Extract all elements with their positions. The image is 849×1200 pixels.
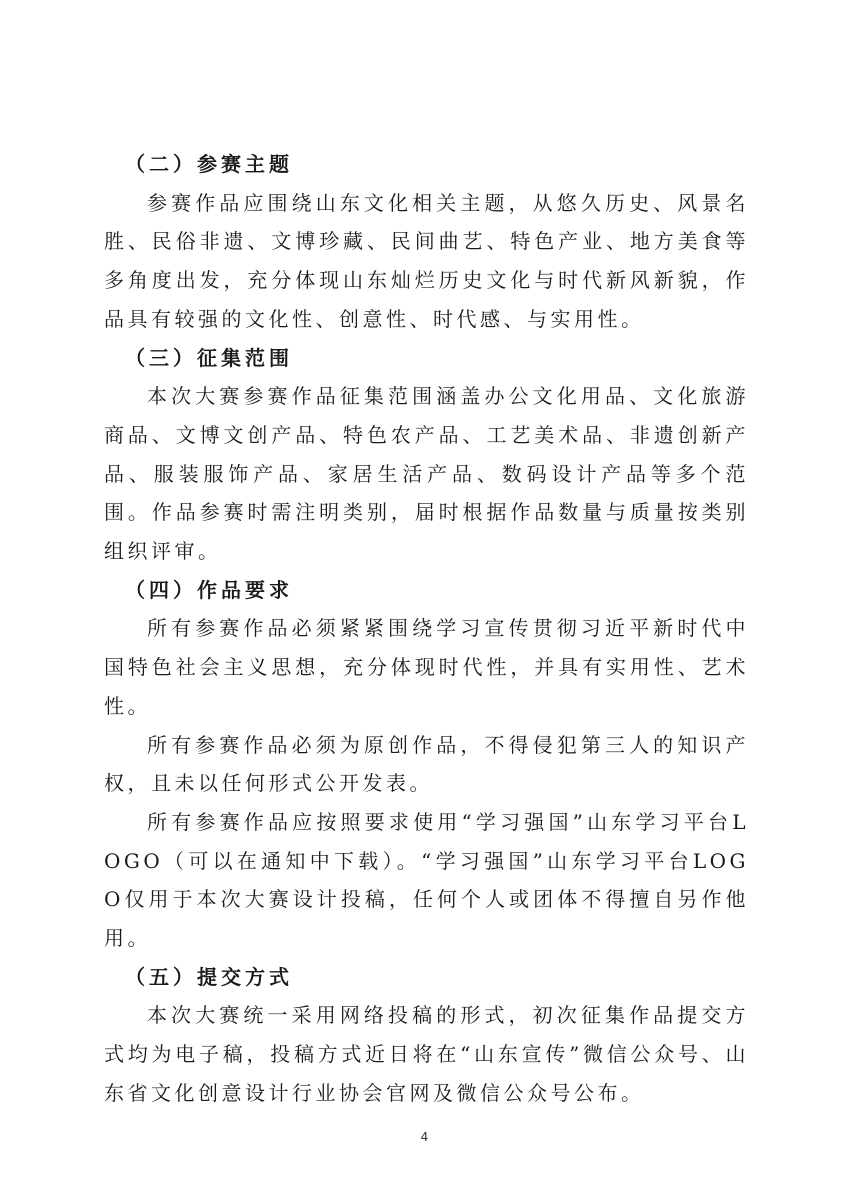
paragraph: 参赛作品应围绕山东文化相关主题，从悠久历史、风景名胜、民俗非遗、文博珍藏、民间曲艺、特色产业、地方美食等多角度出发，充分体现山东灿烂历史文化与时代新风新貌，作品具有较强的文化性、创意性、时代感、与实用性。: [104, 190, 749, 331]
section-theme: [104, 145, 749, 339]
section-heading: （三）征集范围: [125, 345, 293, 370]
section-submission: [104, 958, 749, 1113]
paragraph: 所有参赛作品必须为原创作品，不得侵犯第三人的知识产权，且未以任何形式公开发表。: [104, 732, 749, 796]
section-heading: （二）参赛主题: [125, 152, 293, 176]
document-body: [104, 145, 749, 1113]
paragraph: 本次大赛参赛作品征集范围涵盖办公文化用品、文化旅游商品、文博文创产品、特色农产品、工艺美术品、非遗创新产品、服装服饰产品、家居生活产品、数码设计产品等多个范围。作品参赛时需注明类别，届时根据作品数量与质量按类别组织评审。: [104, 384, 749, 563]
paragraph: 本次大赛统一采用网络投稿的形式，初次征集作品提交方式均为电子稿，投稿方式近日将在“山东宣传”微信公众号、山东省文化创意设计行业协会官网及微信公众号公布。: [104, 1003, 749, 1105]
section-heading: （四）作品要求: [125, 577, 293, 602]
section-requirements: [104, 571, 749, 958]
paragraph: 所有参赛作品应按照要求使用“学习强国”山东学习平台LOGO（可以在通知中下载）。“学习强国”山东学习平台LOGO仅用于本次大赛设计投稿，任何个人或团体不得擅自另作他用。: [104, 809, 749, 951]
paragraph: 所有参赛作品必须紧紧围绕学习宣传贯彻习近平新时代中国特色社会主义思想，充分体现时代性，并具有实用性、艺术性。: [104, 616, 749, 718]
section-scope: [104, 339, 749, 571]
page-number: 4: [420, 1130, 429, 1144]
section-heading: （五）提交方式: [125, 964, 293, 989]
